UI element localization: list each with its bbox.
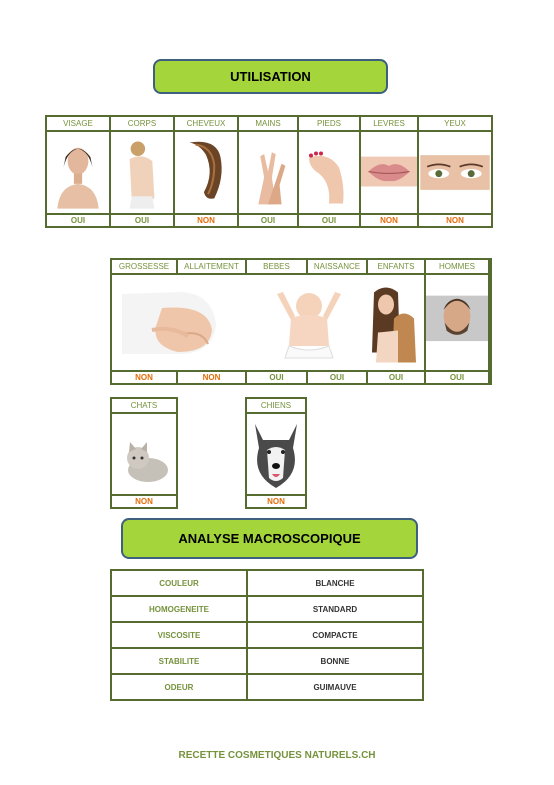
- usage-label: HOMMES: [426, 260, 488, 275]
- dog-photo: [247, 414, 305, 494]
- usage-value: NON: [361, 213, 417, 226]
- usage-value: OUI: [299, 213, 359, 226]
- usage-value: OUI: [247, 370, 306, 383]
- macro-value: BLANCHE: [247, 570, 423, 596]
- usage-value: NON: [178, 370, 245, 383]
- usage-cell-levres: [361, 117, 419, 226]
- usage-label: GROSSESSE: [112, 260, 176, 275]
- macro-value: BONNE: [247, 648, 423, 674]
- usage-value: OUI: [368, 370, 424, 383]
- usage-value: OUI: [426, 370, 488, 383]
- usage-cell-pieds: [299, 117, 361, 226]
- usage-value: NON: [112, 494, 176, 507]
- man-photo: [426, 275, 488, 370]
- usage-label: MAINS: [239, 117, 297, 132]
- table-row: [111, 648, 423, 674]
- usage-label: CHATS: [112, 399, 176, 414]
- lips-photo: [361, 132, 417, 213]
- hands-photo: [239, 132, 297, 213]
- footer-text: RECETTE COSMETIQUES NATURELS.CH: [178, 750, 376, 761]
- baby-photo: [249, 275, 368, 370]
- hair-photo: [175, 132, 237, 213]
- usage-label: CORPS: [111, 117, 173, 132]
- utilisation-title: UTILISATION: [230, 69, 311, 84]
- feet-photo: [299, 132, 359, 213]
- usage-label: BEBES: [247, 260, 306, 275]
- body-photo: [111, 132, 173, 213]
- analyse-banner: [121, 518, 418, 559]
- usage-label: LEVRES: [361, 117, 417, 132]
- usage-value: OUI: [47, 213, 109, 226]
- macro-table: [110, 569, 424, 701]
- eyes-photo: [419, 132, 491, 213]
- usage-cell-chats: [110, 397, 178, 509]
- table-row: [111, 622, 423, 648]
- usage-cell-mains: [239, 117, 299, 226]
- usage-value: OUI: [308, 370, 366, 383]
- usage-value: OUI: [239, 213, 297, 226]
- usage-value: NON: [175, 213, 237, 226]
- macro-label: COULEUR: [111, 570, 247, 596]
- usage-label: CHIENS: [247, 399, 305, 414]
- usage-cell-visage: [47, 117, 111, 226]
- usage-label: ENFANTS: [368, 260, 424, 275]
- table-row: [111, 596, 423, 622]
- usage-cell-yeux: [419, 117, 491, 226]
- macro-label: HOMOGENEITE: [111, 596, 247, 622]
- table-row: [111, 674, 423, 700]
- usage-label: VISAGE: [47, 117, 109, 132]
- usage-label: ALLAITEMENT: [178, 260, 245, 275]
- usage-value: OUI: [111, 213, 173, 226]
- usage-value: NON: [112, 370, 176, 383]
- usage-cell-cheveux: [175, 117, 239, 226]
- macro-label: ODEUR: [111, 674, 247, 700]
- usage-grid-row2: [110, 258, 492, 385]
- children-photo: [368, 275, 424, 370]
- usage-value: NON: [247, 494, 305, 507]
- usage-label: YEUX: [419, 117, 491, 132]
- macro-value: COMPACTE: [247, 622, 423, 648]
- usage-grid-row1: [45, 115, 493, 228]
- usage-cell-chiens: [245, 397, 307, 509]
- table-row: [111, 570, 423, 596]
- usage-value: NON: [419, 213, 491, 226]
- utilisation-banner: [153, 59, 388, 94]
- usage-cell-hommes: [426, 260, 490, 383]
- macro-value: STANDARD: [247, 596, 423, 622]
- usage-cell-corps: [111, 117, 175, 226]
- pregnancy-photo: [112, 275, 247, 370]
- usage-cell-enfants: [368, 260, 426, 383]
- usage-label: CHEVEUX: [175, 117, 237, 132]
- analyse-title: ANALYSE MACROSCOPIQUE: [178, 531, 361, 546]
- usage-label: PIEDS: [299, 117, 359, 132]
- cat-photo: [112, 414, 176, 494]
- macro-value: GUIMAUVE: [247, 674, 423, 700]
- macro-label: VISCOSITE: [111, 622, 247, 648]
- usage-label: NAISSANCE: [308, 260, 366, 275]
- face-photo: [47, 132, 109, 213]
- macro-label: STABILITE: [111, 648, 247, 674]
